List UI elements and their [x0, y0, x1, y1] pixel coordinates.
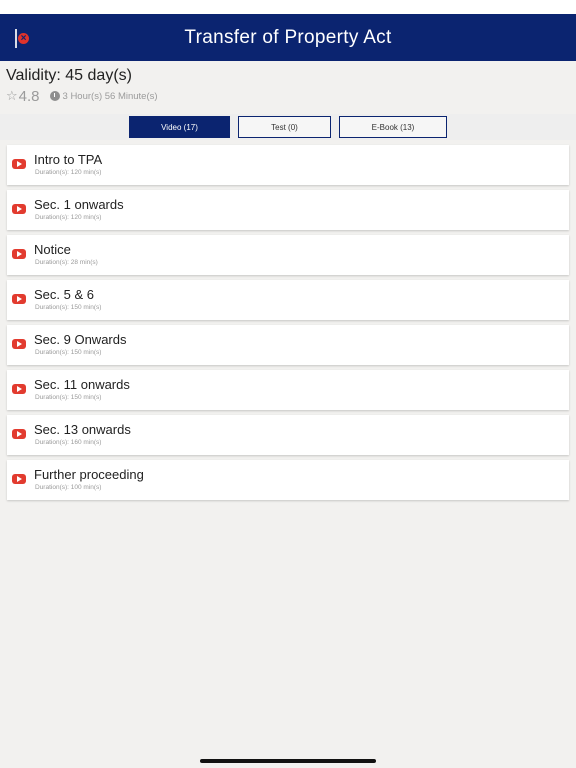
page-title: Transfer of Property Act — [184, 26, 392, 48]
tab-video[interactable]: Video (17) — [129, 116, 230, 138]
list-item[interactable] — [7, 190, 569, 230]
total-duration: 3 Hour(s) 56 Minute(s) — [62, 90, 158, 102]
video-duration: Duration(s): 150 min(s) — [35, 349, 102, 356]
list-item[interactable] — [7, 235, 569, 275]
star-icon: ☆ — [6, 88, 18, 103]
video-title: Sec. 9 Onwards — [34, 332, 127, 347]
video-play-icon — [12, 339, 26, 349]
tab-test[interactable]: Test (0) — [238, 116, 331, 138]
list-item[interactable] — [7, 145, 569, 185]
list-item[interactable] — [7, 370, 569, 410]
video-title: Sec. 11 onwards — [34, 377, 130, 392]
list-item[interactable] — [7, 415, 569, 455]
back-button[interactable] — [11, 28, 33, 50]
clock-icon — [50, 91, 60, 101]
video-list — [7, 145, 569, 505]
video-duration: Duration(s): 150 min(s) — [35, 394, 102, 401]
close-icon: × — [18, 33, 29, 44]
status-bar — [0, 0, 576, 14]
video-duration: Duration(s): 28 min(s) — [35, 259, 98, 266]
list-item[interactable] — [7, 460, 569, 500]
video-play-icon — [12, 384, 26, 394]
video-duration: Duration(s): 100 min(s) — [35, 484, 102, 491]
video-title: Sec. 13 onwards — [34, 422, 131, 437]
rating-value: 4.8 — [18, 87, 40, 105]
tab-ebook[interactable]: E-Book (13) — [339, 116, 447, 138]
video-play-icon — [12, 429, 26, 439]
video-play-icon — [12, 249, 26, 259]
video-play-icon — [12, 294, 26, 304]
video-duration: Duration(s): 150 min(s) — [35, 304, 102, 311]
video-play-icon — [12, 159, 26, 169]
video-duration: Duration(s): 120 min(s) — [35, 169, 102, 176]
video-title: Sec. 5 & 6 — [34, 287, 94, 302]
app-header — [0, 14, 576, 61]
list-item[interactable] — [7, 280, 569, 320]
video-play-icon — [12, 474, 26, 484]
video-title: Intro to TPA — [34, 152, 103, 167]
home-indicator[interactable] — [200, 759, 376, 763]
back-flag-icon — [15, 29, 17, 48]
validity-text: Validity: 45 day(s) — [6, 67, 132, 84]
video-title: Notice — [34, 242, 71, 257]
course-meta — [6, 88, 158, 104]
video-duration: Duration(s): 120 min(s) — [35, 214, 102, 221]
video-title: Further proceeding — [34, 467, 144, 482]
video-duration: Duration(s): 160 min(s) — [35, 439, 102, 446]
video-play-icon — [12, 204, 26, 214]
list-item[interactable] — [7, 325, 569, 365]
video-title: Sec. 1 onwards — [34, 197, 124, 212]
